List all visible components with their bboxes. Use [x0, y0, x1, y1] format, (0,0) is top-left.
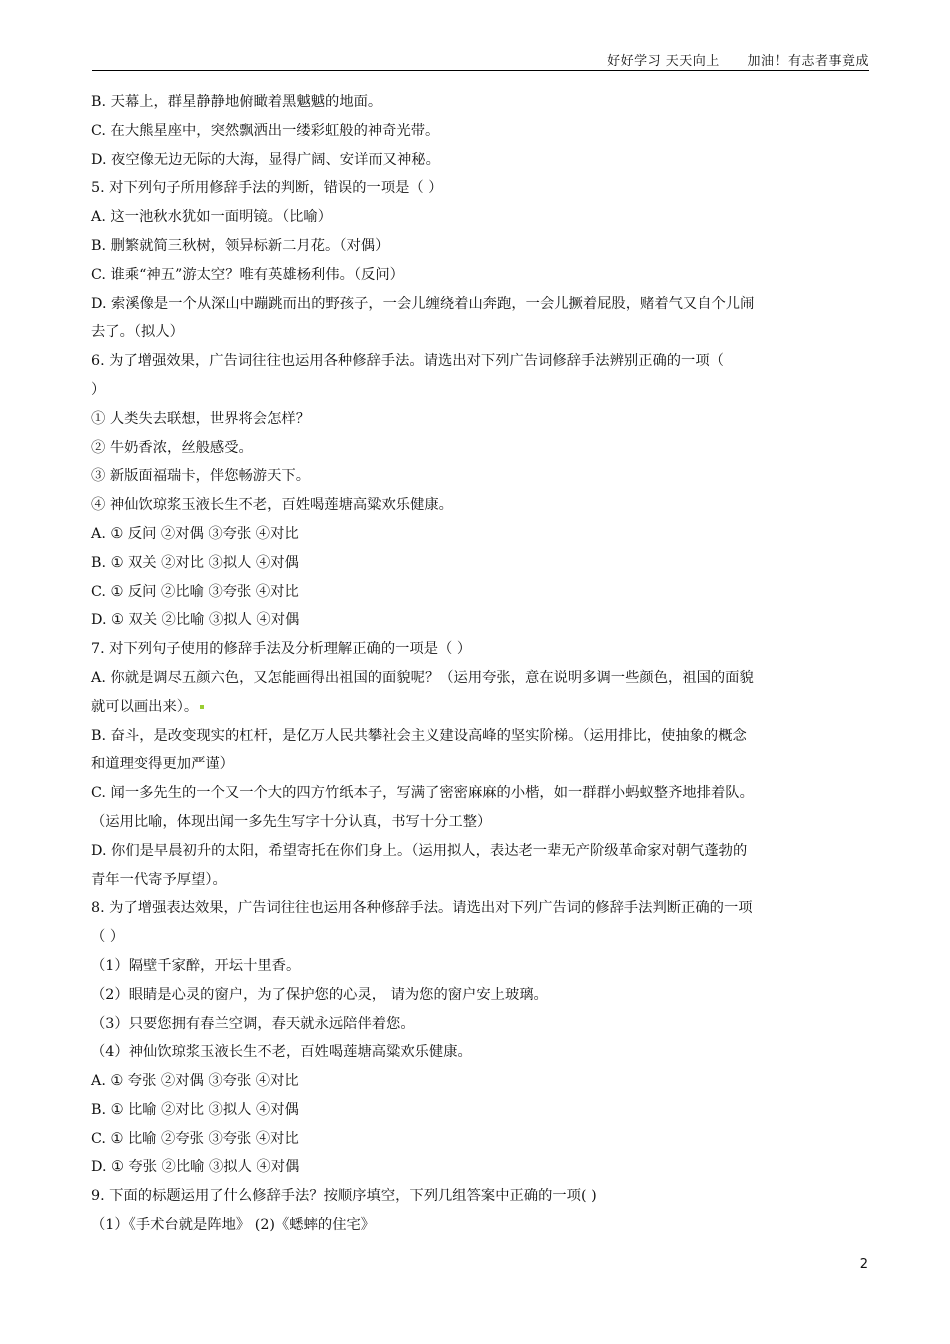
text-line: D. 索溪像是一个从深山中蹦跳而出的野孩子，一会儿缠绕着山奔跑，一会儿撅着屁股，赌着气又自个儿闹	[91, 295, 755, 312]
text-line: B. 天幕上，群星静静地俯瞰着黑魆魆的地面。	[91, 94, 383, 110]
text-line: ② 牛奶香浓，丝般感受。	[91, 439, 253, 456]
document-body	[91, 88, 871, 1240]
text-line: 青年一代寄予厚望）。	[91, 871, 227, 888]
text-line: 去了。（拟人）	[91, 324, 184, 341]
text-line: A. 你就是调尽五颜六色，又怎能画得出祖国的面貌呢？（运用夸张，意在说明多调一些颜色，祖国的面貌	[91, 669, 754, 686]
text-line: 就可以画出来）。	[91, 693, 871, 722]
text-line: D. ① 夸张 ②比喻 ③拟人 ④对偶	[91, 1159, 300, 1176]
text-line: （ ）	[91, 929, 125, 946]
header-motto: 好好学习 天天向上 加油！有志者事竟成	[607, 54, 869, 69]
text-line: D. 你们是早晨初升的太阳，希望寄托在你们身上。（运用拟人，表达老一辈无产阶级革命家对朝气蓬勃的	[91, 842, 748, 859]
text-line: ）	[91, 381, 106, 398]
text-line: 和道理变得更加严谨）	[91, 756, 234, 773]
text-line: B. 奋斗，是改变现实的杠杆，是亿万人民共攀社会主义建设高峰的坚实阶梯。（运用排比，使抽象的概念	[91, 727, 747, 744]
text-line: （1）《手术台就是阵地》 (2)《蟋蟀的住宅》	[91, 1217, 376, 1234]
text-line: D. 夜空像无边无际的大海，显得广阔、安详而又神秘。	[91, 151, 440, 168]
text-line: （4）神仙饮琼浆玉液长生不老，百姓喝莲塘高粱欢乐健康。	[91, 1044, 472, 1061]
text-line: C. 谁乘“神五”游太空？唯有英雄杨利伟。（反问）	[91, 266, 404, 283]
text-line: B. 删繁就简三秋树，领异标新二月花。（对偶）	[91, 237, 390, 254]
text-line: A. 这一池秋水犹如一面明镜。（比喻）	[91, 209, 333, 226]
text-line: C. ① 反问 ②比喻 ③夸张 ④对比	[91, 583, 299, 600]
text-line: 8. 为了增强表达效果，广告词往往也运用各种修辞手法。请选出对下列广告词的修辞手法判断正确的一项	[91, 900, 753, 917]
text-line: （2）眼睛是心灵的窗户，为了保护您的心灵， 请为您的窗户安上玻璃。	[91, 986, 548, 1003]
text-line: （1）隔壁千家醉，开坛十里香。	[91, 957, 301, 974]
text-line: B. ① 双关 ②对比 ③拟人 ④对偶	[91, 554, 299, 571]
text-line: 9. 下面的标题运用了什么修辞手法？按顺序填空，下列几组答案中正确的一项( )	[91, 1188, 597, 1205]
text-line: 5. 对下列句子所用修辞手法的判断，错误的一项是（ ）	[91, 180, 443, 197]
text-line: （3）只要您拥有春兰空调，春天就永远陪伴着您。	[91, 1015, 415, 1032]
text-line: A. ① 反问 ②对偶 ③夸张 ④对比	[91, 525, 299, 542]
text-line: ① 人类失去联想，世界将会怎样？	[91, 410, 310, 427]
text-line: 7. 对下列句子使用的修辞手法及分析理解正确的一项是（ ）	[91, 641, 472, 658]
text-line: B. ① 比喻 ②对比 ③拟人 ④对偶	[91, 1101, 299, 1118]
page-number: 2	[859, 1257, 868, 1272]
text-line: 6. 为了增强效果，广告词往往也运用各种修辞手法。请选出对下列广告词修辞手法辨别正确的一项（	[91, 353, 724, 370]
text-line: C. 在大熊星座中，突然飘洒出一缕彩虹般的神奇光带。	[91, 122, 440, 139]
text-line: C. 闻一多先生的一个又一个大的四方竹纸本子，写满了密密麻麻的小楷，如一群群小蚂蚁整齐地排着队。	[91, 785, 754, 802]
text-line: C. ① 比喻 ②夸张 ③夸张 ④对比	[91, 1130, 299, 1147]
text-line: ③ 新版面福瑞卡，伴您畅游天下。	[91, 468, 310, 485]
page-header	[92, 50, 869, 71]
text-line: D. ① 双关 ②比喻 ③拟人 ④对偶	[91, 612, 300, 629]
text-line: （运用比喻，体现出闻一多先生写字十分认真，书写十分工整）	[91, 813, 492, 830]
text-line: ④ 神仙饮琼浆玉液长生不老，百姓喝莲塘高粱欢乐健康。	[91, 497, 453, 514]
highlight-mark	[200, 705, 204, 709]
text-line: A. ① 夸张 ②对偶 ③夸张 ④对比	[91, 1073, 299, 1090]
